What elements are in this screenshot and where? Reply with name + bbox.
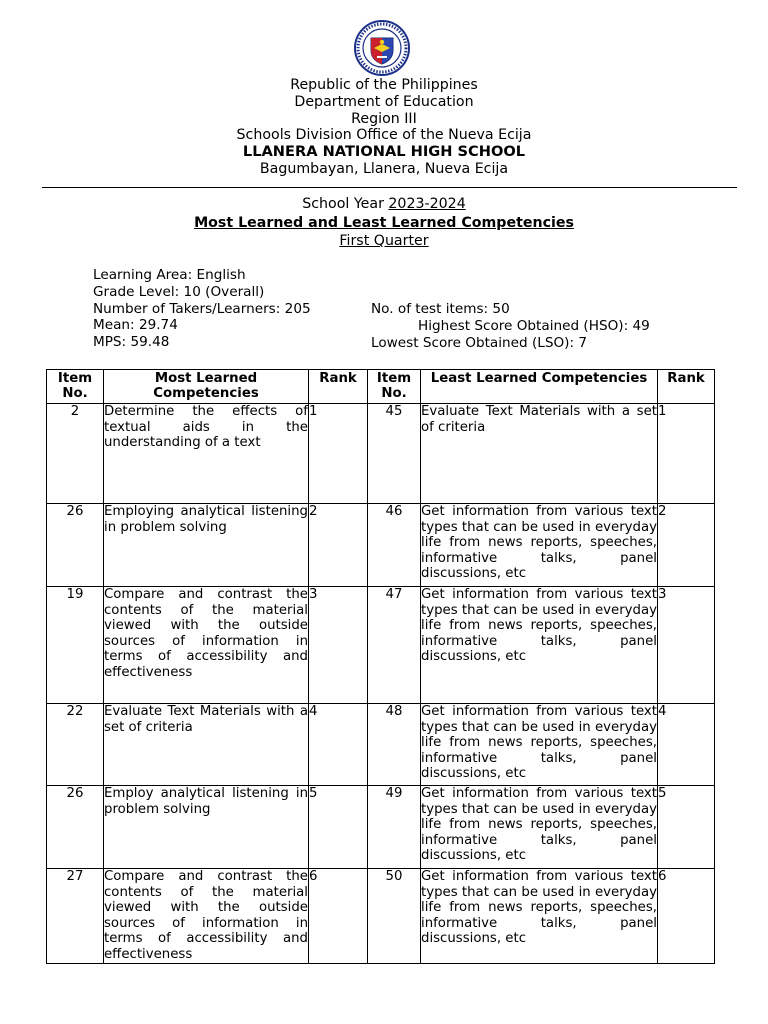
most-learned-competency: Employing analytical listening in problem solving	[104, 504, 309, 587]
most-item-no: 26	[47, 786, 104, 869]
number-of-takers: Number of Takers/Learners: 205	[93, 300, 311, 317]
most-rank: 4	[309, 704, 368, 786]
header-rank: Rank	[309, 370, 368, 404]
deped-seal-logo	[349, 20, 415, 76]
header-school-name: LLANERA NATIONAL HIGH SCHOOL	[242, 143, 526, 161]
header-region: Region III	[351, 110, 417, 127]
least-rank: 6	[658, 869, 715, 964]
header-department: Department of Education	[294, 93, 474, 110]
table-row	[47, 869, 715, 964]
table-row	[47, 704, 715, 786]
grade-level: Grade Level: 10 (Overall)	[93, 283, 265, 300]
most-item-no: 26	[47, 504, 104, 587]
least-learned-competency: Get information from various text types that can be used in everyday life from news reports, speeches, informative talks, panel discussions, etc	[421, 786, 658, 869]
table-row	[47, 587, 715, 704]
test-items: No. of test items: 50	[371, 301, 510, 317]
table-row	[47, 786, 715, 869]
least-rank: 2	[658, 504, 715, 587]
school-year-line	[0, 195, 768, 214]
header-republic: Republic of the Philippines	[290, 77, 478, 93]
most-learned-competency: Compare and contrast the contents of the material viewed with the outside sources of information in terms of accessibility and effectiveness	[104, 587, 309, 704]
header-rank: Rank	[658, 370, 715, 404]
most-learned-competency: Evaluate Text Materials with a set of criteria	[104, 704, 309, 786]
header-divider	[42, 187, 737, 188]
most-rank: 6	[309, 869, 368, 964]
least-item-no: 50	[368, 869, 421, 964]
school-year-value: 2023-2024	[388, 196, 466, 212]
mean-score: Mean: 29.74	[93, 317, 178, 334]
report-titles	[0, 195, 768, 251]
least-learned-competency: Get information from various text types that can be used in everyday life from news reports, speeches, informative talks, panel discussions, etc	[421, 504, 658, 587]
least-item-no: 46	[368, 504, 421, 587]
most-item-no: 22	[47, 704, 104, 786]
least-item-no: 47	[368, 587, 421, 704]
most-rank: 5	[309, 786, 368, 869]
least-item-no: 45	[368, 404, 421, 504]
least-item-no: 48	[368, 704, 421, 786]
most-rank: 1	[309, 404, 368, 504]
header-item-no: Item No.	[368, 370, 421, 404]
letterhead	[0, 77, 768, 178]
header-least-learned: Least Learned Competencies	[421, 370, 658, 404]
school-year-label: School Year	[302, 196, 389, 212]
mps-score: MPS: 59.48	[93, 334, 170, 351]
most-rank: 3	[309, 587, 368, 704]
least-learned-competency: Get information from various text types that can be used in everyday life from news reports, speeches, informative talks, panel discussions, etc	[421, 704, 658, 786]
least-learned-competency: Evaluate Text Materials with a set of criteria	[421, 404, 658, 504]
least-rank: 4	[658, 704, 715, 786]
competencies-table	[46, 369, 715, 964]
header-most-learned: Most Learned Competencies	[104, 370, 309, 404]
most-item-no: 2	[47, 404, 104, 504]
least-rank: 5	[658, 786, 715, 869]
learning-area: Learning Area: English	[93, 267, 246, 283]
least-learned-competency: Get information from various text types that can be used in everyday life from news reports, speeches, informative talks, panel discussions, etc	[421, 587, 658, 704]
most-learned-competency: Determine the effects of textual aids in the understanding of a text	[104, 404, 309, 504]
quarter-title: First Quarter	[339, 233, 429, 249]
most-learned-competency: Employ analytical listening in problem solving	[104, 786, 309, 869]
header-address: Bagumbayan, Llanera, Nueva Ecija	[259, 160, 509, 177]
least-rank: 1	[658, 404, 715, 504]
table-row	[47, 404, 715, 504]
most-item-no: 19	[47, 587, 104, 704]
most-rank: 2	[309, 504, 368, 587]
least-item-no: 49	[368, 786, 421, 869]
least-rank: 3	[658, 587, 715, 704]
highest-score: Highest Score Obtained (HSO): 49	[418, 318, 650, 334]
header-item-no: Item No.	[47, 370, 104, 404]
table-row	[47, 504, 715, 587]
most-item-no: 27	[47, 869, 104, 964]
most-learned-competency: Compare and contrast the contents of the material viewed with the outside sources of information in terms of accessibility and effectiveness	[104, 869, 308, 962]
table-header-row	[47, 370, 715, 404]
lowest-score: Lowest Score Obtained (LSO): 7	[371, 335, 588, 351]
info-left-column	[93, 267, 311, 351]
header-division: Schools Division Office of the Nueva Ecija	[236, 127, 532, 144]
report-title: Most Learned and Least Learned Competencies	[194, 214, 574, 231]
least-learned-competency: Get information from various text types that can be used in everyday life from news reports, speeches, informative talks, panel discussions, etc	[421, 869, 658, 964]
